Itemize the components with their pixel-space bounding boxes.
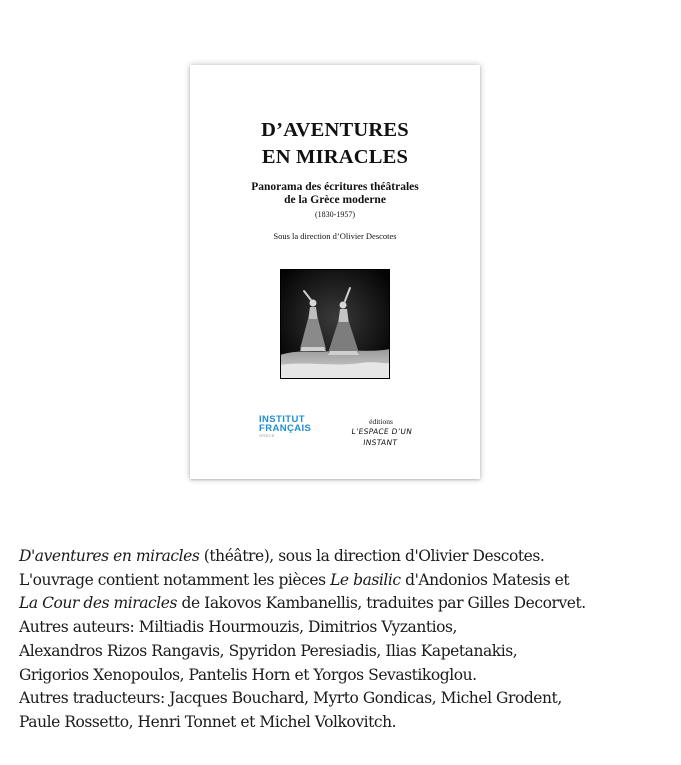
description-line: Alexandros Rizos Rangavis, Spyridon Peresiadis, Ilias Kapetanakis, <box>19 641 518 660</box>
institut-logo-line3: GRÈCE <box>259 433 275 438</box>
cover-title-line1: D’AVENTURES <box>261 119 409 141</box>
description-text: L'ouvrage contient notamment les pièces <box>19 570 331 589</box>
description-text: de Iakovos Kambanellis, traduites par Gilles Decorvet. <box>177 594 586 613</box>
play-title-italic: La Cour des miracles <box>19 594 178 613</box>
description-line: Grigorios Xenopoulos, Pantelis Horn et Yorgos Sevastikoglou. <box>19 665 477 684</box>
cover-subtitle-line1: Panorama des écritures théâtrales <box>251 181 419 193</box>
cover-dates: (1830-1957) <box>315 210 355 219</box>
description-text: d'Andonios Matesis et <box>400 570 570 589</box>
editions-name: L’ESPACE D’UN INSTANT <box>350 427 413 447</box>
cover-subtitle-line2: de la Grèce moderne <box>284 194 386 206</box>
institut-logo-line1: INSTITUT <box>259 414 305 425</box>
institut-logo-line2: FRANÇAIS <box>259 423 312 434</box>
description-line: Autres traducteurs: Jacques Bouchard, Myrto Gondicas, Michel Grodent, <box>19 689 562 708</box>
book-title-italic: D'aventures en miracles <box>19 547 200 565</box>
editions-label: éditions <box>369 417 393 426</box>
description-line: Autres auteurs: Miltiadis Hourmouzis, Dimitrios Vyzantios, <box>19 618 458 637</box>
description-text: (théâtre), sous la direction d'Olivier Descotes. <box>199 547 545 565</box>
description-line <box>19 545 669 569</box>
cover-photo-dancers <box>280 269 390 379</box>
book-cover <box>190 65 480 479</box>
description-line <box>19 592 669 616</box>
editions-logo <box>336 417 426 447</box>
cover-director: Sous la direction d’Olivier Descotes <box>273 231 397 241</box>
book-description <box>19 545 669 735</box>
institut-francais-logo <box>259 415 315 441</box>
description-line: Paule Rossetto, Henri Tonnet et Michel Volkovitch. <box>19 712 397 731</box>
play-title-italic: Le basilic <box>330 570 401 589</box>
cover-title-line2: EN MIRACLES <box>261 146 409 168</box>
description-line <box>19 569 669 593</box>
